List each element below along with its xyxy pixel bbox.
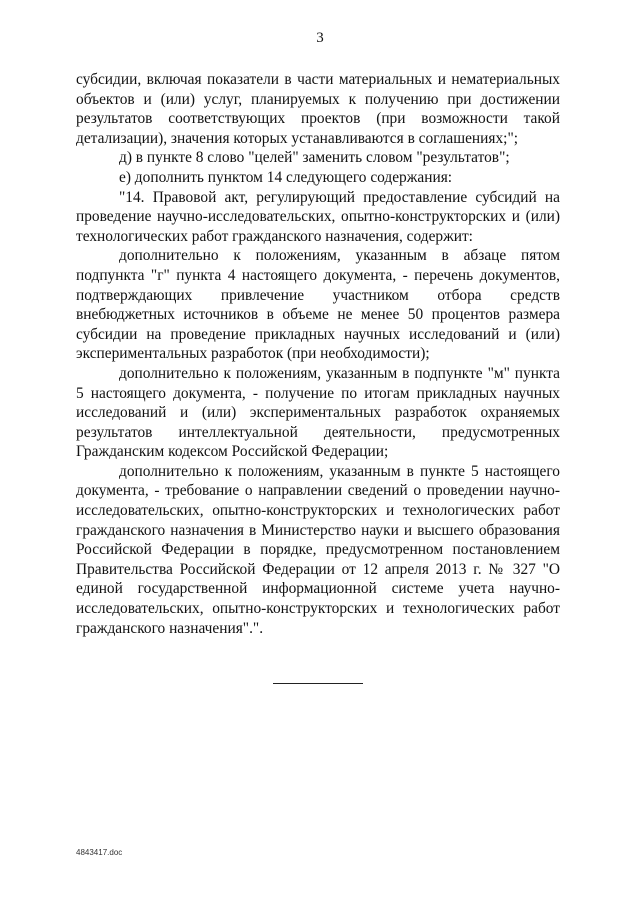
paragraph-point-14: "14. Правовой акт, регулирующий предоставление субсидий на проведение научно-исследовательских, опытно-конструкторских и (или) технологических работ гражданского назначения, содержит:	[76, 188, 560, 245]
paragraph-addition-2: дополнительно к положениям, указанным в подпункте "м" пункта 5 настоящего документа, - получение по итогам прикладных научных исследований и (или) экспериментальных разработок охраняемых результатов интеллектуальной деятельности, предусмотренных Гражданским кодексом Российской Федерации;	[76, 364, 560, 461]
end-divider	[273, 683, 363, 684]
document-body	[76, 70, 560, 638]
paragraph-addition-3: дополнительно к положениям, указанным в пункте 5 настоящего документа, - требование о направлении сведений о проведении научно-исследовательских, опытно-конструкторских и технологических работ гражданского назначения в Министерство науки и высшего образования Российской Федерации в порядке, предусмотренном постановлением Правительства Российской Федерации от 12 апреля 2013 г. № 327 "О единой государственной информационной системе учета научно-исследовательских, опытно-конструкторских и технологических работ гражданского назначения".".	[76, 462, 560, 637]
paragraph-continuation: субсидии, включая показатели в части материальных и нематериальных объектов и (или) услуг, планируемых к получению при достижении результатов соответствующих проектов (при возможности такой детализации), значения которых устанавливаются в соглашениях;";	[76, 71, 560, 147]
paragraph-addition-1: дополнительно к положениям, указанным в абзаце пятом подпункта "г" пункта 4 настоящего документа, - перечень документов, подтверждающих привлечение участником отбора средств внебюджетных источников в объеме не менее 50 процентов размера субсидии на проведение прикладных научных исследований и (или) экспериментальных разработок (при необходимости);	[76, 247, 560, 363]
paragraph-item-e: е) дополнить пунктом 14 следующего содержания:	[119, 168, 453, 186]
page-number: 3	[316, 30, 324, 46]
paragraph-item-d: д) в пункте 8 слово "целей" заменить словом "результатов";	[119, 149, 510, 167]
file-name-footer: 4843417.doc	[76, 848, 123, 857]
